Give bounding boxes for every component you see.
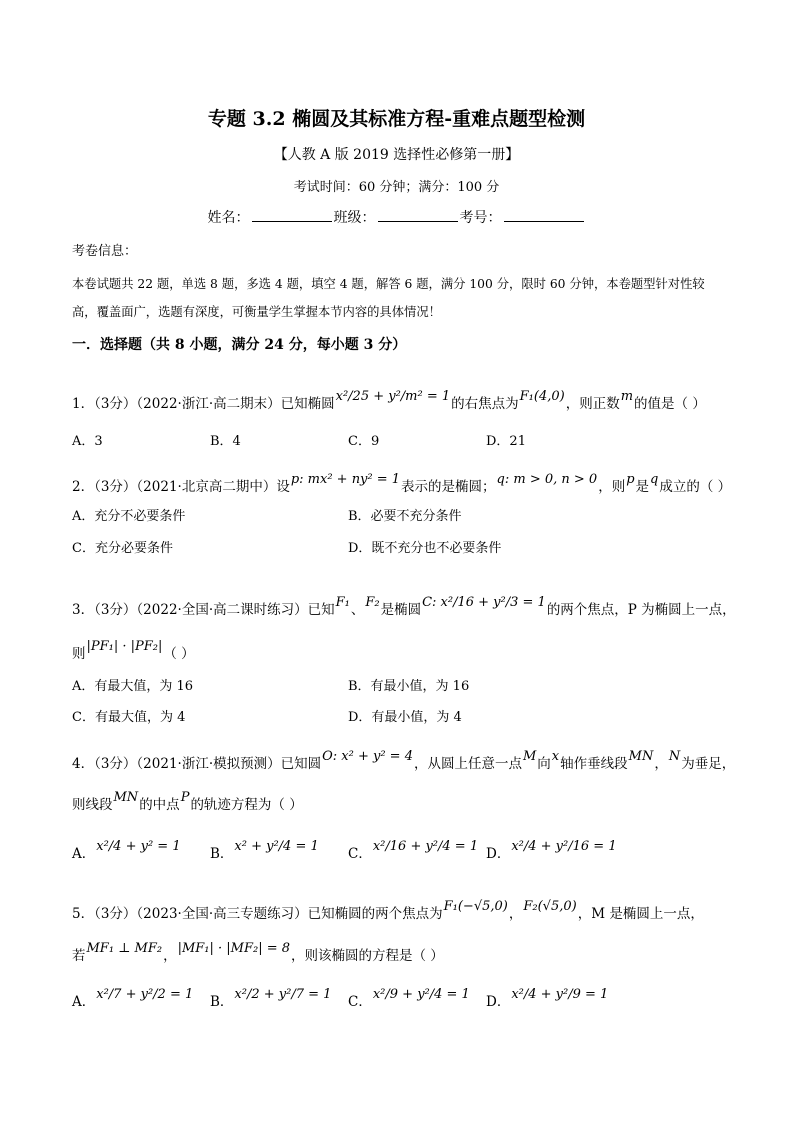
q2-stem-mid2: ，则 xyxy=(598,479,626,495)
q4-x: x xyxy=(551,748,560,764)
section-heading: 一．选择题（共 8 小题，满分 24 分，每小题 3 分） xyxy=(72,337,407,353)
q3-ellipse-formula: C: x²/16 + y²/3 = 1 xyxy=(422,594,546,610)
q1-stem-pre: 1．（3分）（2022·浙江·高二期末）已知椭圆 xyxy=(72,396,335,412)
q3-stem-mid: 是椭圆 xyxy=(380,602,422,618)
q5-f1: F₁(−√5,0) xyxy=(443,898,508,914)
q5-option-a-label: A． xyxy=(72,994,96,1010)
q2-p-var: p xyxy=(626,471,635,487)
q4-line2-post: 的轨迹方程为（ ） xyxy=(190,797,303,813)
q4-N: N xyxy=(668,748,681,764)
id-label: 考号： xyxy=(459,210,502,226)
question-2 xyxy=(72,471,732,495)
q5-option-b[interactable] xyxy=(210,986,332,1010)
q1-stem-mid: 的右焦点为 xyxy=(451,396,519,412)
q3-line2-post: （ ） xyxy=(163,646,195,662)
q3-f1: F₁ xyxy=(335,594,350,610)
q5-option-b-formula: x²/2 + y²/7 = 1 xyxy=(234,986,332,1002)
info-line-1: 本卷试题共 22 题，单选 8 题，多选 4 题，填空 4 题，解答 6 题，满分 100 分，限时 60 分钟，本卷题型针对性较 xyxy=(72,277,705,291)
q4-option-c-label: C． xyxy=(348,846,372,862)
q4-M: M xyxy=(522,748,537,764)
q2-option-c[interactable]: C．充分必要条件 xyxy=(72,541,173,556)
q4-MN: MN xyxy=(628,748,654,764)
q1-var-m: m xyxy=(620,388,634,404)
q3-line2-pre: 则 xyxy=(72,646,86,662)
q5-cond1: MF₁ ⊥ MF₂ xyxy=(86,940,163,956)
page-title: 专题 3.2 椭圆及其标准方程-重难点题型检测 xyxy=(207,108,586,130)
q4-option-b-formula: x² + y²/4 = 1 xyxy=(234,838,319,854)
question-5-line2 xyxy=(72,940,444,964)
q1-option-a[interactable]: A．3 xyxy=(72,434,103,449)
q5-stem-post: ，M 是椭圆上一点， xyxy=(577,906,704,922)
q5-option-b-label: B． xyxy=(210,994,234,1010)
q4-stem-mid: ，从圆上任意一点 xyxy=(413,756,522,772)
q4-circle-formula: O: x² + y² = 4 xyxy=(322,748,413,764)
q4-option-d-label: D． xyxy=(486,846,511,862)
q3-expr: |PF₁| · |PF₂| xyxy=(86,638,163,654)
name-blank[interactable] xyxy=(252,209,332,222)
q4-P: P xyxy=(180,789,190,805)
q4-option-d-formula: x²/4 + y²/16 = 1 xyxy=(511,838,617,854)
q5-cond2: |MF₁| · |MF₂| = 8 xyxy=(177,940,291,956)
q2-q-var: q xyxy=(650,471,659,487)
q3-option-c[interactable]: C．有最大值，为 4 xyxy=(72,710,186,725)
q4-option-b[interactable] xyxy=(210,838,320,862)
name-label: 姓名： xyxy=(207,210,250,226)
question-1 xyxy=(72,388,706,412)
q3-option-d[interactable]: D．有最小值，为 4 xyxy=(348,710,462,725)
q4-option-c-formula: x²/16 + y²/4 = 1 xyxy=(372,838,479,854)
info-heading: 考卷信息： xyxy=(72,244,138,259)
q3-option-a[interactable]: A．有最大值，为 16 xyxy=(72,679,194,694)
q3-f2: F₂ xyxy=(365,594,380,610)
q2-q-statement: q: m > 0, n > 0 xyxy=(496,471,598,487)
q5-option-a[interactable] xyxy=(72,986,194,1010)
exam-time: 考试时间：60 分钟；满分：100 分 xyxy=(293,180,500,195)
question-4 xyxy=(72,748,736,772)
q5-line2-pre: 若 xyxy=(72,948,86,964)
q1-focus: F₁(4,0) xyxy=(519,388,565,404)
q4-option-c[interactable] xyxy=(348,838,479,862)
class-label: 班级： xyxy=(333,210,376,226)
q5-option-d-formula: x²/4 + y²/9 = 1 xyxy=(511,986,609,1002)
q4-stem-post: 为垂足， xyxy=(681,756,736,772)
q4-option-d[interactable] xyxy=(486,838,618,862)
q2-option-d[interactable]: D．既不充分也不必要条件 xyxy=(348,541,502,556)
q4-stem-pre: 4．（3分）（2021·浙江·模拟预测）已知圆 xyxy=(72,756,322,772)
q5-sep: ， xyxy=(508,906,523,922)
q4-option-a[interactable] xyxy=(72,838,182,862)
q5-option-c-label: C． xyxy=(348,994,372,1010)
q4-line2-mid: 的中点 xyxy=(139,797,180,813)
question-3 xyxy=(72,594,736,618)
q5-f2: F₂(√5,0) xyxy=(523,898,577,914)
q1-stem-mid2: ，则正数 xyxy=(565,396,620,412)
q4-sep: ， xyxy=(654,756,668,772)
q5-option-a-formula: x²/7 + y²/2 = 1 xyxy=(96,986,194,1002)
q5-stem-pre: 5．（3分）（2023·全国·高三专题练习）已知椭圆的两个焦点为 xyxy=(72,906,443,922)
q3-stem-post: 的两个焦点，P 为椭圆上一点， xyxy=(546,602,736,618)
q5-option-d[interactable] xyxy=(486,986,609,1010)
q4-option-a-label: A． xyxy=(72,846,96,862)
id-blank[interactable] xyxy=(504,209,584,222)
q4-stem-mid2: 向 xyxy=(537,756,551,772)
q2-stem-mid3: 是 xyxy=(635,479,650,495)
info-line-2: 高，覆盖面广，选题有深度，可衡量学生掌握本节内容的具体情况！ xyxy=(72,305,441,319)
edition-subtitle: 【人教 A 版 2019 选择性必修第一册】 xyxy=(273,147,520,163)
q1-ellipse-formula: x²/25 + y²/m² = 1 xyxy=(335,388,451,404)
q3-stem-pre: 3．（3分）（2022·全国·高二课时练习）已知 xyxy=(72,602,335,618)
q3-sep: 、 xyxy=(350,602,365,618)
q1-option-d[interactable]: D．21 xyxy=(486,434,526,449)
q1-option-b[interactable]: B．4 xyxy=(210,434,241,449)
q1-stem-post: 的值是（ ） xyxy=(634,396,706,412)
q4-MN2: MN xyxy=(113,789,139,805)
q3-option-b[interactable]: B．有最小值，为 16 xyxy=(348,679,470,694)
class-blank[interactable] xyxy=(378,209,458,222)
q5-sep2: ， xyxy=(163,948,177,964)
q2-stem-post: 成立的（ ） xyxy=(659,479,732,495)
q2-stem-mid: 表示的是椭圆； xyxy=(401,479,496,495)
q2-option-a[interactable]: A．充分不必要条件 xyxy=(72,509,186,524)
q4-option-a-formula: x²/4 + y² = 1 xyxy=(96,838,181,854)
q5-option-d-label: D． xyxy=(486,994,511,1010)
q5-option-c-formula: x²/9 + y²/4 = 1 xyxy=(372,986,470,1002)
student-info-line xyxy=(0,207,793,227)
question-4-line2 xyxy=(72,789,303,813)
q2-stem-pre: 2．（3分）（2021·北京高二期中）设 xyxy=(72,479,290,495)
q5-line2-post: ，则该椭圆的方程是（ ） xyxy=(291,948,444,964)
q4-stem-mid3: 轴作垂线段 xyxy=(560,756,628,772)
q4-option-b-label: B． xyxy=(210,846,234,862)
question-3-line2 xyxy=(72,638,195,662)
question-5 xyxy=(72,898,704,922)
q5-option-c[interactable] xyxy=(348,986,471,1010)
q4-line2-pre: 则线段 xyxy=(72,797,113,813)
q2-p-statement: p: mx² + ny² = 1 xyxy=(290,471,401,487)
q1-option-c[interactable]: C．9 xyxy=(348,434,380,449)
q2-option-b[interactable]: B．必要不充分条件 xyxy=(348,509,462,524)
